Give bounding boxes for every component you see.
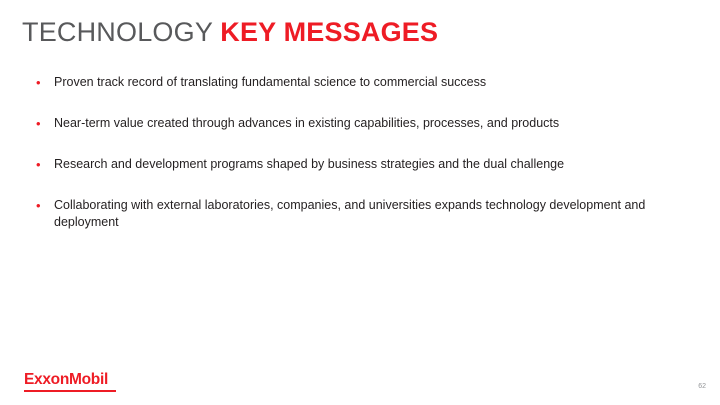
list-item: [36, 197, 686, 231]
list-item-text: Proven track record of translating fundamental science to commercial success: [54, 75, 487, 89]
exxonmobil-logo: [24, 371, 116, 389]
bullet-marker-icon: •: [36, 116, 41, 131]
list-item-text: Collaborating with external laboratories, companies, and universities expands technology development and deployment: [54, 198, 646, 229]
list-item: [36, 156, 686, 173]
page-title-main: TECHNOLOGY: [22, 17, 221, 47]
logo-wordmark: ExxonMobil: [24, 371, 108, 388]
list-item-text: Research and development programs shaped by business strategies and the dual challenge: [54, 157, 565, 171]
list-item: [36, 115, 686, 132]
page-title-accent: KEY MESSAGES: [220, 17, 439, 47]
logo-underline: [24, 390, 116, 392]
bullet-marker-icon: •: [36, 198, 41, 213]
bullet-marker-icon: •: [36, 157, 41, 172]
list-item: [36, 74, 686, 91]
page-title: [22, 17, 438, 48]
page-number: 62: [698, 383, 706, 390]
bullet-marker-icon: •: [36, 75, 41, 90]
bullet-list: [36, 74, 686, 255]
list-item-text: Near-term value created through advances in existing capabilities, processes, and products: [54, 116, 560, 130]
